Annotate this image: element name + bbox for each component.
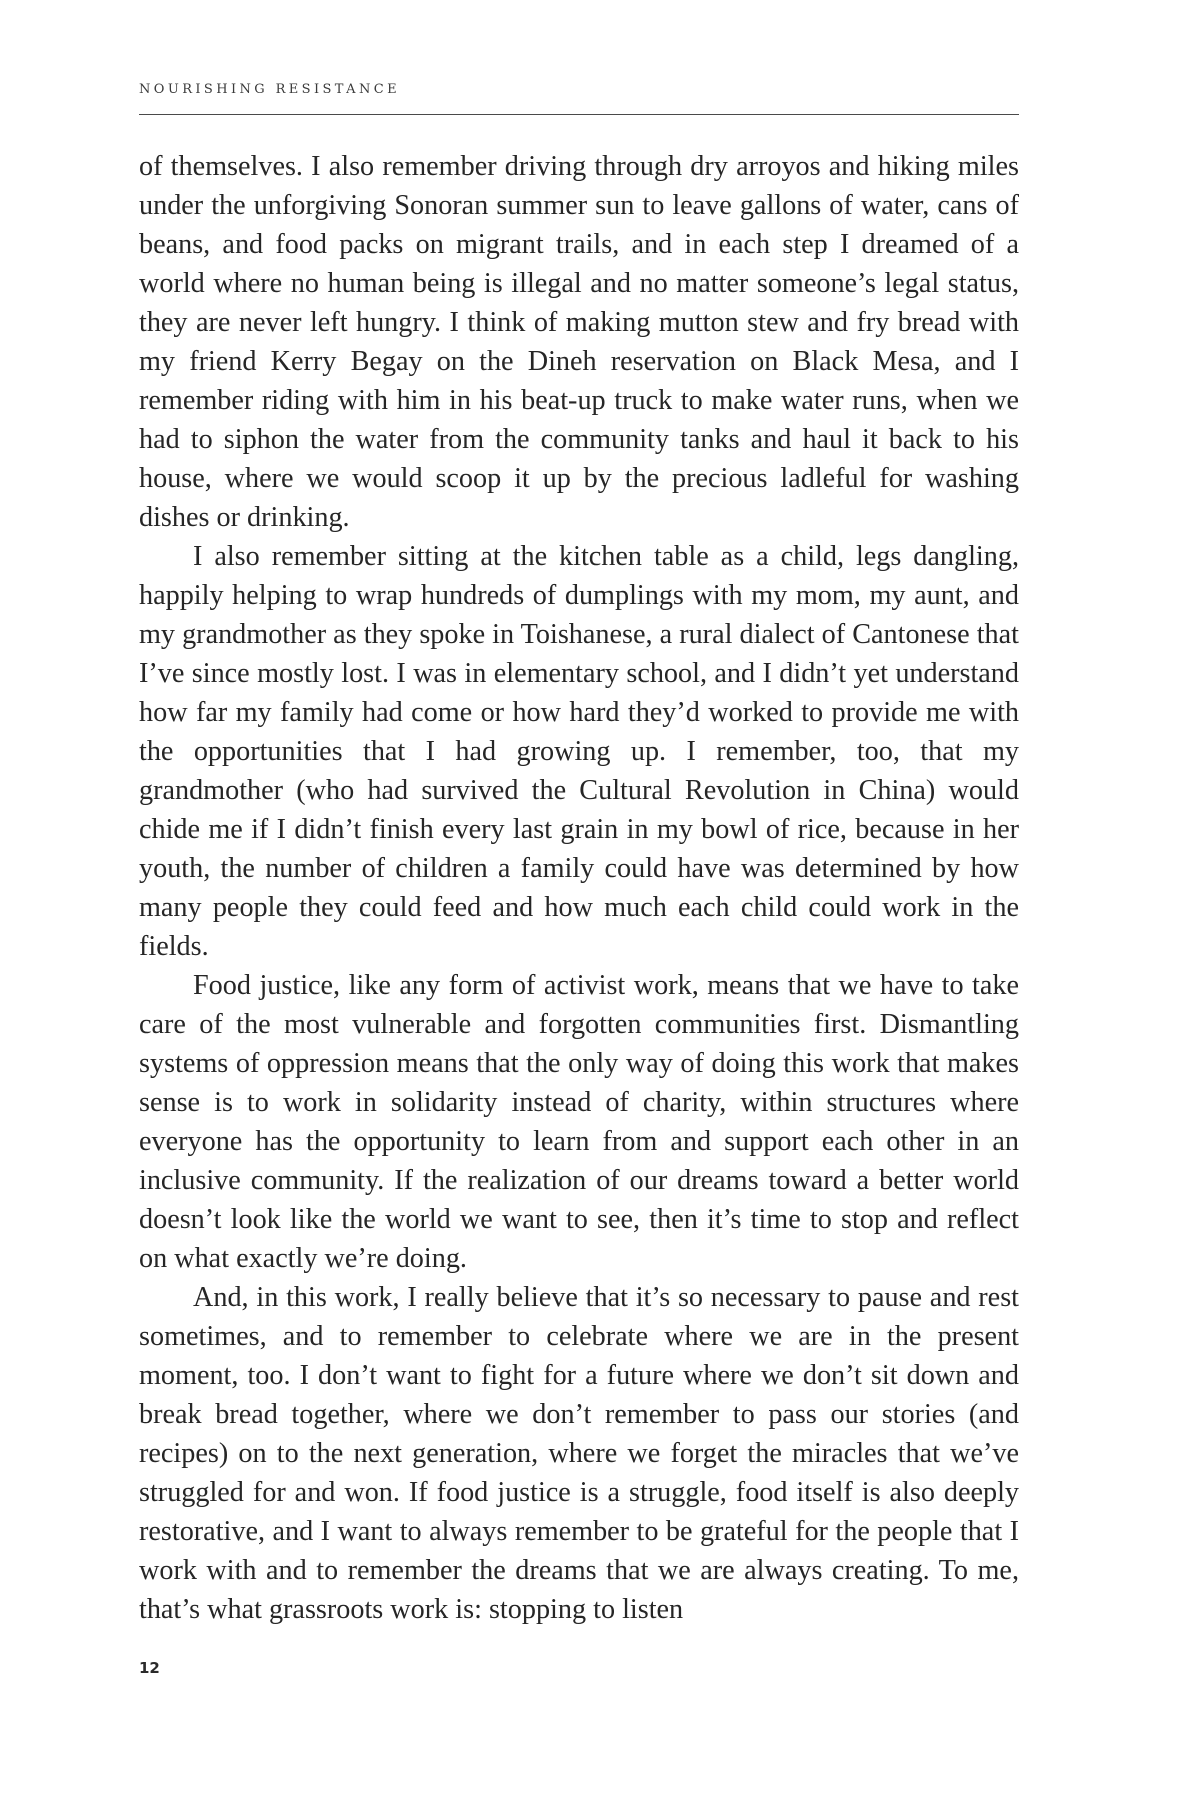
paragraph-2: I also remember sitting at the kitchen table as a child, legs dangling, happily helping to wrap hundreds of dumplings with my mom, my aunt, and my grandmother as they spoke in Toishanese, a rural dialect of Cantonese that I’ve since mostly lost. I was in elementary school, and I didn’t yet understand how far my family had come or how hard they’d worked to provide me with the opportunities that I had growing up. I remember, too, that my grandmother (who had survived the Cultural Revolution in China) would chide me if I didn’t finish every last grain in my bowl of rice, because in her youth, the number of children a family could have was determined by how many people they could feed and how much each child could work in the fields.	[139, 541, 1019, 962]
header-rule	[139, 114, 1019, 115]
running-header: NOURISHING RESISTANCE	[139, 82, 400, 97]
paragraph-4: And, in this work, I really believe that it’s so necessary to pause and rest sometimes, and to remember to celebrate where we are in the present moment, too. I don’t want to fight for a future where we don’t sit down and break bread together, where we don’t remember to pass our stories (and recipes) on to the next generation, where we forget the miracles that we’ve struggled for and won. If food justice is a struggle, food itself is also deeply restorative, and I want to always remember to be grateful for the people that I work with and to remember the dreams that we are always creating. To me, that’s what grassroots work is: stopping to listen	[139, 1282, 1019, 1625]
paragraph-1: of themselves. I also remember driving through dry arroyos and hiking miles under the unforgiving Sonoran summer sun to leave gallons of water, cans of beans, and food packs on migrant trails, and in each step I dreamed of a world where no human being is illegal and no matter someone’s legal status, they are never left hungry. I think of making mutton stew and fry bread with my friend Kerry Begay on the Dineh reservation on Black Mesa, and I remember riding with him in his beat-up truck to make water runs, when we had to siphon the water from the community tanks and haul it back to his house, where we would scoop it up by the precious ladleful for washing dishes or drinking.	[139, 151, 1019, 533]
paragraph-3: Food justice, like any form of activist work, means that we have to take care of the most vulnerable and forgotten communities first. Dismantling systems of oppression means that the only way of doing this work that makes sense is to work in solidarity instead of charity, within structures where everyone has the opportunity to learn from and support each other in an inclusive community. If the realization of our dreams toward a better world doesn’t look like the world we want to see, then it’s time to stop and reflect on what exactly we’re doing.	[139, 970, 1019, 1274]
page-number: 12	[139, 1659, 160, 1677]
body-text	[139, 147, 1019, 1629]
